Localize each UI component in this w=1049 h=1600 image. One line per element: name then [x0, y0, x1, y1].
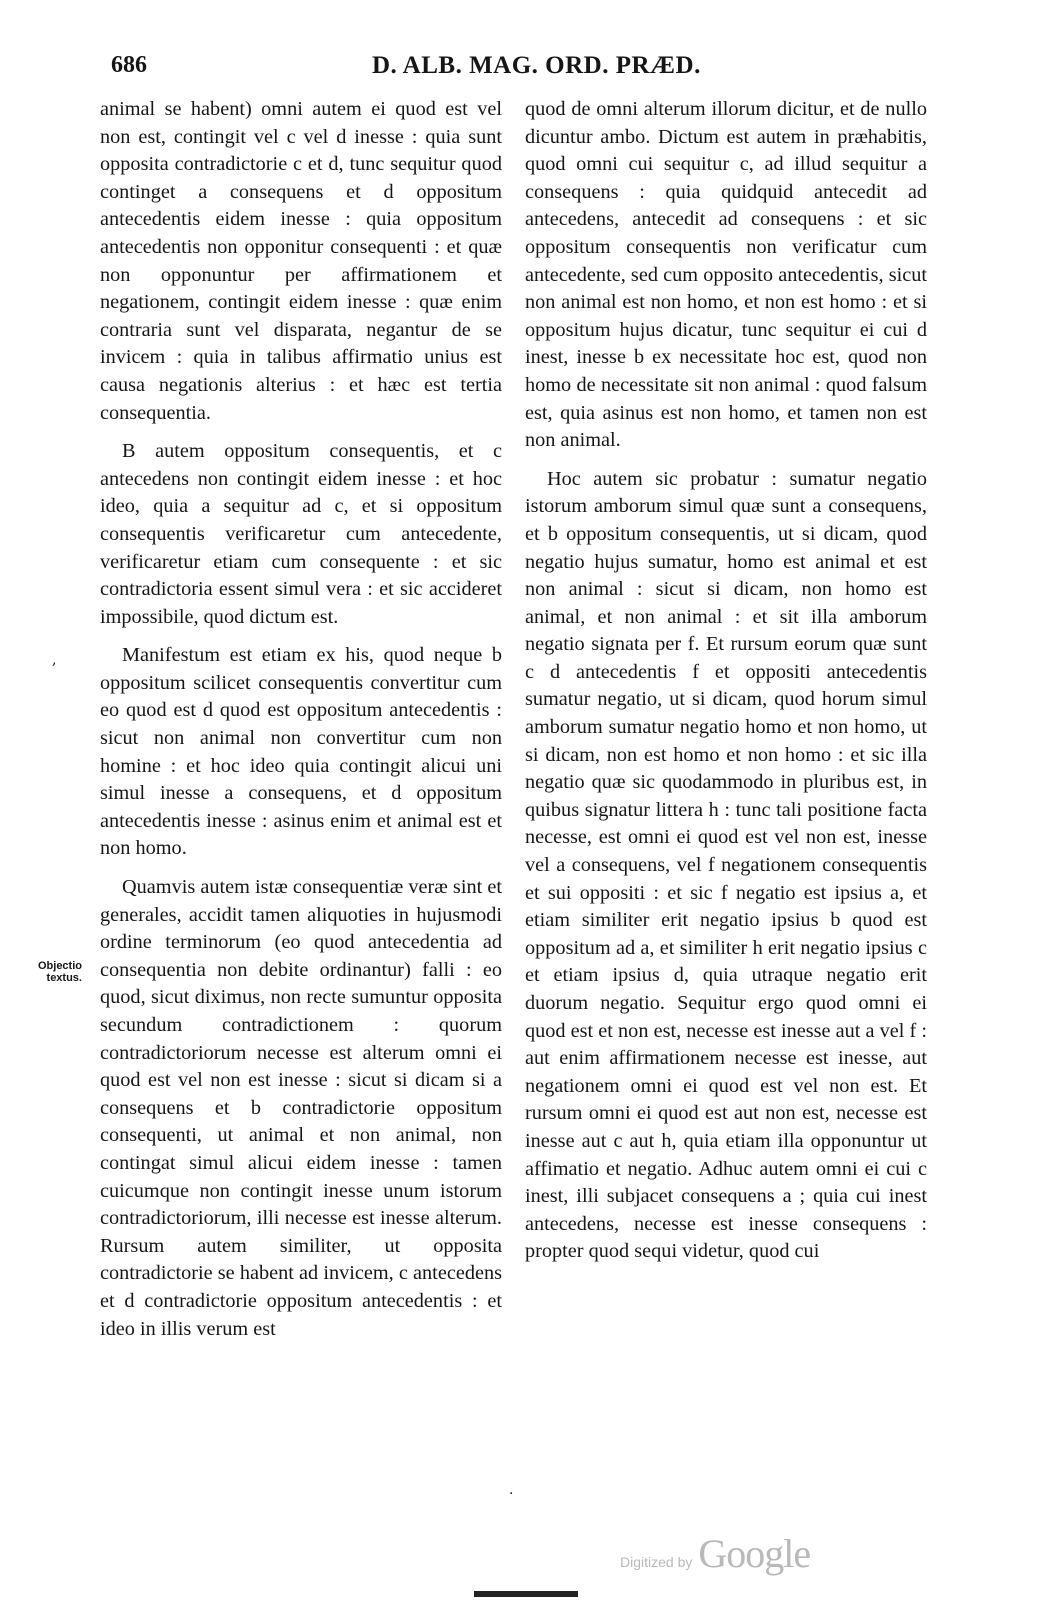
paragraph: Hoc autem sic probatur : sumatur negatio istorum amborum simul quæ sunt a consequens, et b oppositum consequentis, ut si dicam, quod negatio hujus sumatur, homo est animal et est non animal : sicut si dicam, non homo est animal, et non animal : et sit illa amborum negatio signata per f. Et rursum eorum quæ sunt c d antecedentis f et oppositi antecedentis sumatur negatio, ut si dicam, quod horum simul amborum sumatur negatio homo et non homo, ut si dicam, non est homo et non homo : et sic illa negatio quæ sic quodammodo in pluribus est, in quibus signatur littera h : tunc tali positione facta necesse, est omni ei quod est vel non est, inesse vel a consequens, vel f negationem consequentis et sui oppositi : et sic f negatio est ipsius a, et etiam similiter erit negatio ipsius b quod est oppositum ad a, et similiter h erit negatio ipsius c et etiam ipsius d, quia utraque negatio erit duorum negatio. Sequitur ergo quod omni ei quod est et non est, necesse est inesse aut a vel f : aut enim affirmationem necesse est inesse, aut negationem omni ei quod est vel non est. Et rursum omni ei quod est aut non est, necesse est inesse aut c aut h, quia etiam illa opponuntur ut affimatio et negatio. Adhuc autem omni ei cui c inest, illi subjacet consequens a ; quia cui inest antecedens, necesse est inesse consequens : propter quod sequi videtur, quod cui	[525, 467, 927, 1263]
margin-note: Objectio textus.	[37, 960, 82, 984]
left-column	[100, 96, 502, 1354]
watermark-prefix: Digitized by	[620, 1554, 693, 1570]
running-head: D. ALB. MAG. ORD. PRÆD.	[372, 52, 701, 79]
paragraph: quod de omni alterum illorum dicitur, et de nullo dicuntur ambo. Dictum est autem in præhabitis, quod omni cui sequitur c, ad illud sequitur a consequens : quia quidquid antecedit ad antecedens, antecedit ad consequens : et sic oppositum consequentis non verificatur cum antecedente, sed cum opposito antecedentis, sicut non animal est non homo, et non est homo : et si oppositum hujus dicatur, tunc sequitur ei cui d inest, inesse b ex necessitate hoc est, quod non homo de necessitate sit non animal : quod falsum est, quia asinus est non homo, et tamen non est non animal.	[525, 98, 927, 452]
paragraph: Quamvis autem istæ consequentiæ veræ sint et generales, accidit tamen aliquoties in hujusmodi ordine terminorum (eo quod antecedentia ad consequentia non debite ordinantur) falli : eo quod, sicut diximus, non recte sumuntur opposita secundum contradictionem : quorum contradictoriorum necesse est alterum omni ei quod est vel non est inesse : sicut si dicam si a consequens et b contradictorie oppositum consequenti, ut animal et non animal, non contingat simul alicui eidem inesse : tamen cuicumque non contingit inesse unum istorum contradictoriorum, illi necesse est inesse alterum. Rursum autem similiter, ut opposita contradictorie se habent ad invicem, c antecedens et d contradictorie oppositum antecedentis : et ideo in illis verum est	[100, 876, 502, 1340]
paragraph: B autem oppositum consequentis, et c antecedens non contingit eidem inesse : et hoc ideo, quia a sequitur ad c, et si oppositum consequentis verificaretur cum antecedente, verificaretur etiam cum consequente : et sic contradictoria essent simul vera : et sic accideret impossibile, quod dictum est.	[100, 440, 502, 628]
stray-mark: .	[509, 1482, 514, 1498]
right-column	[525, 96, 927, 1277]
stray-mark: ,	[52, 652, 57, 668]
bottom-rule	[474, 1591, 578, 1597]
page-number: 686	[111, 52, 147, 78]
paragraph: animal se habent) omni autem ei quod est vel non est, contingit vel c vel d inesse : quia sunt opposita contradictorie c et d, tunc sequitur quod continget a consequens et d oppositum antecedentis eidem inesse : quia oppositum antecedentis non opponitur consequenti : et quæ non opponuntur per affirmationem et negationem, contingit eidem inesse : quæ enim contraria sunt vel disparata, negantur de se invicem : quia in talibus affirmatio unius est causa negationis alterius : et hæc est tertia consequentia.	[100, 98, 502, 424]
paragraph: Manifestum est etiam ex his, quod neque b oppositum scilicet consequentis convertitur cum eo quod est d quod est oppositum antecedentis : sicut non animal non convertitur cum non homine : et hoc ideo quia contingit alicui uni simul inesse a consequens, et d oppositum antecedentis inesse : asinus enim et animal est et non homo.	[100, 644, 502, 860]
digitized-watermark	[620, 1530, 810, 1577]
google-logo: Google	[698, 1531, 811, 1576]
